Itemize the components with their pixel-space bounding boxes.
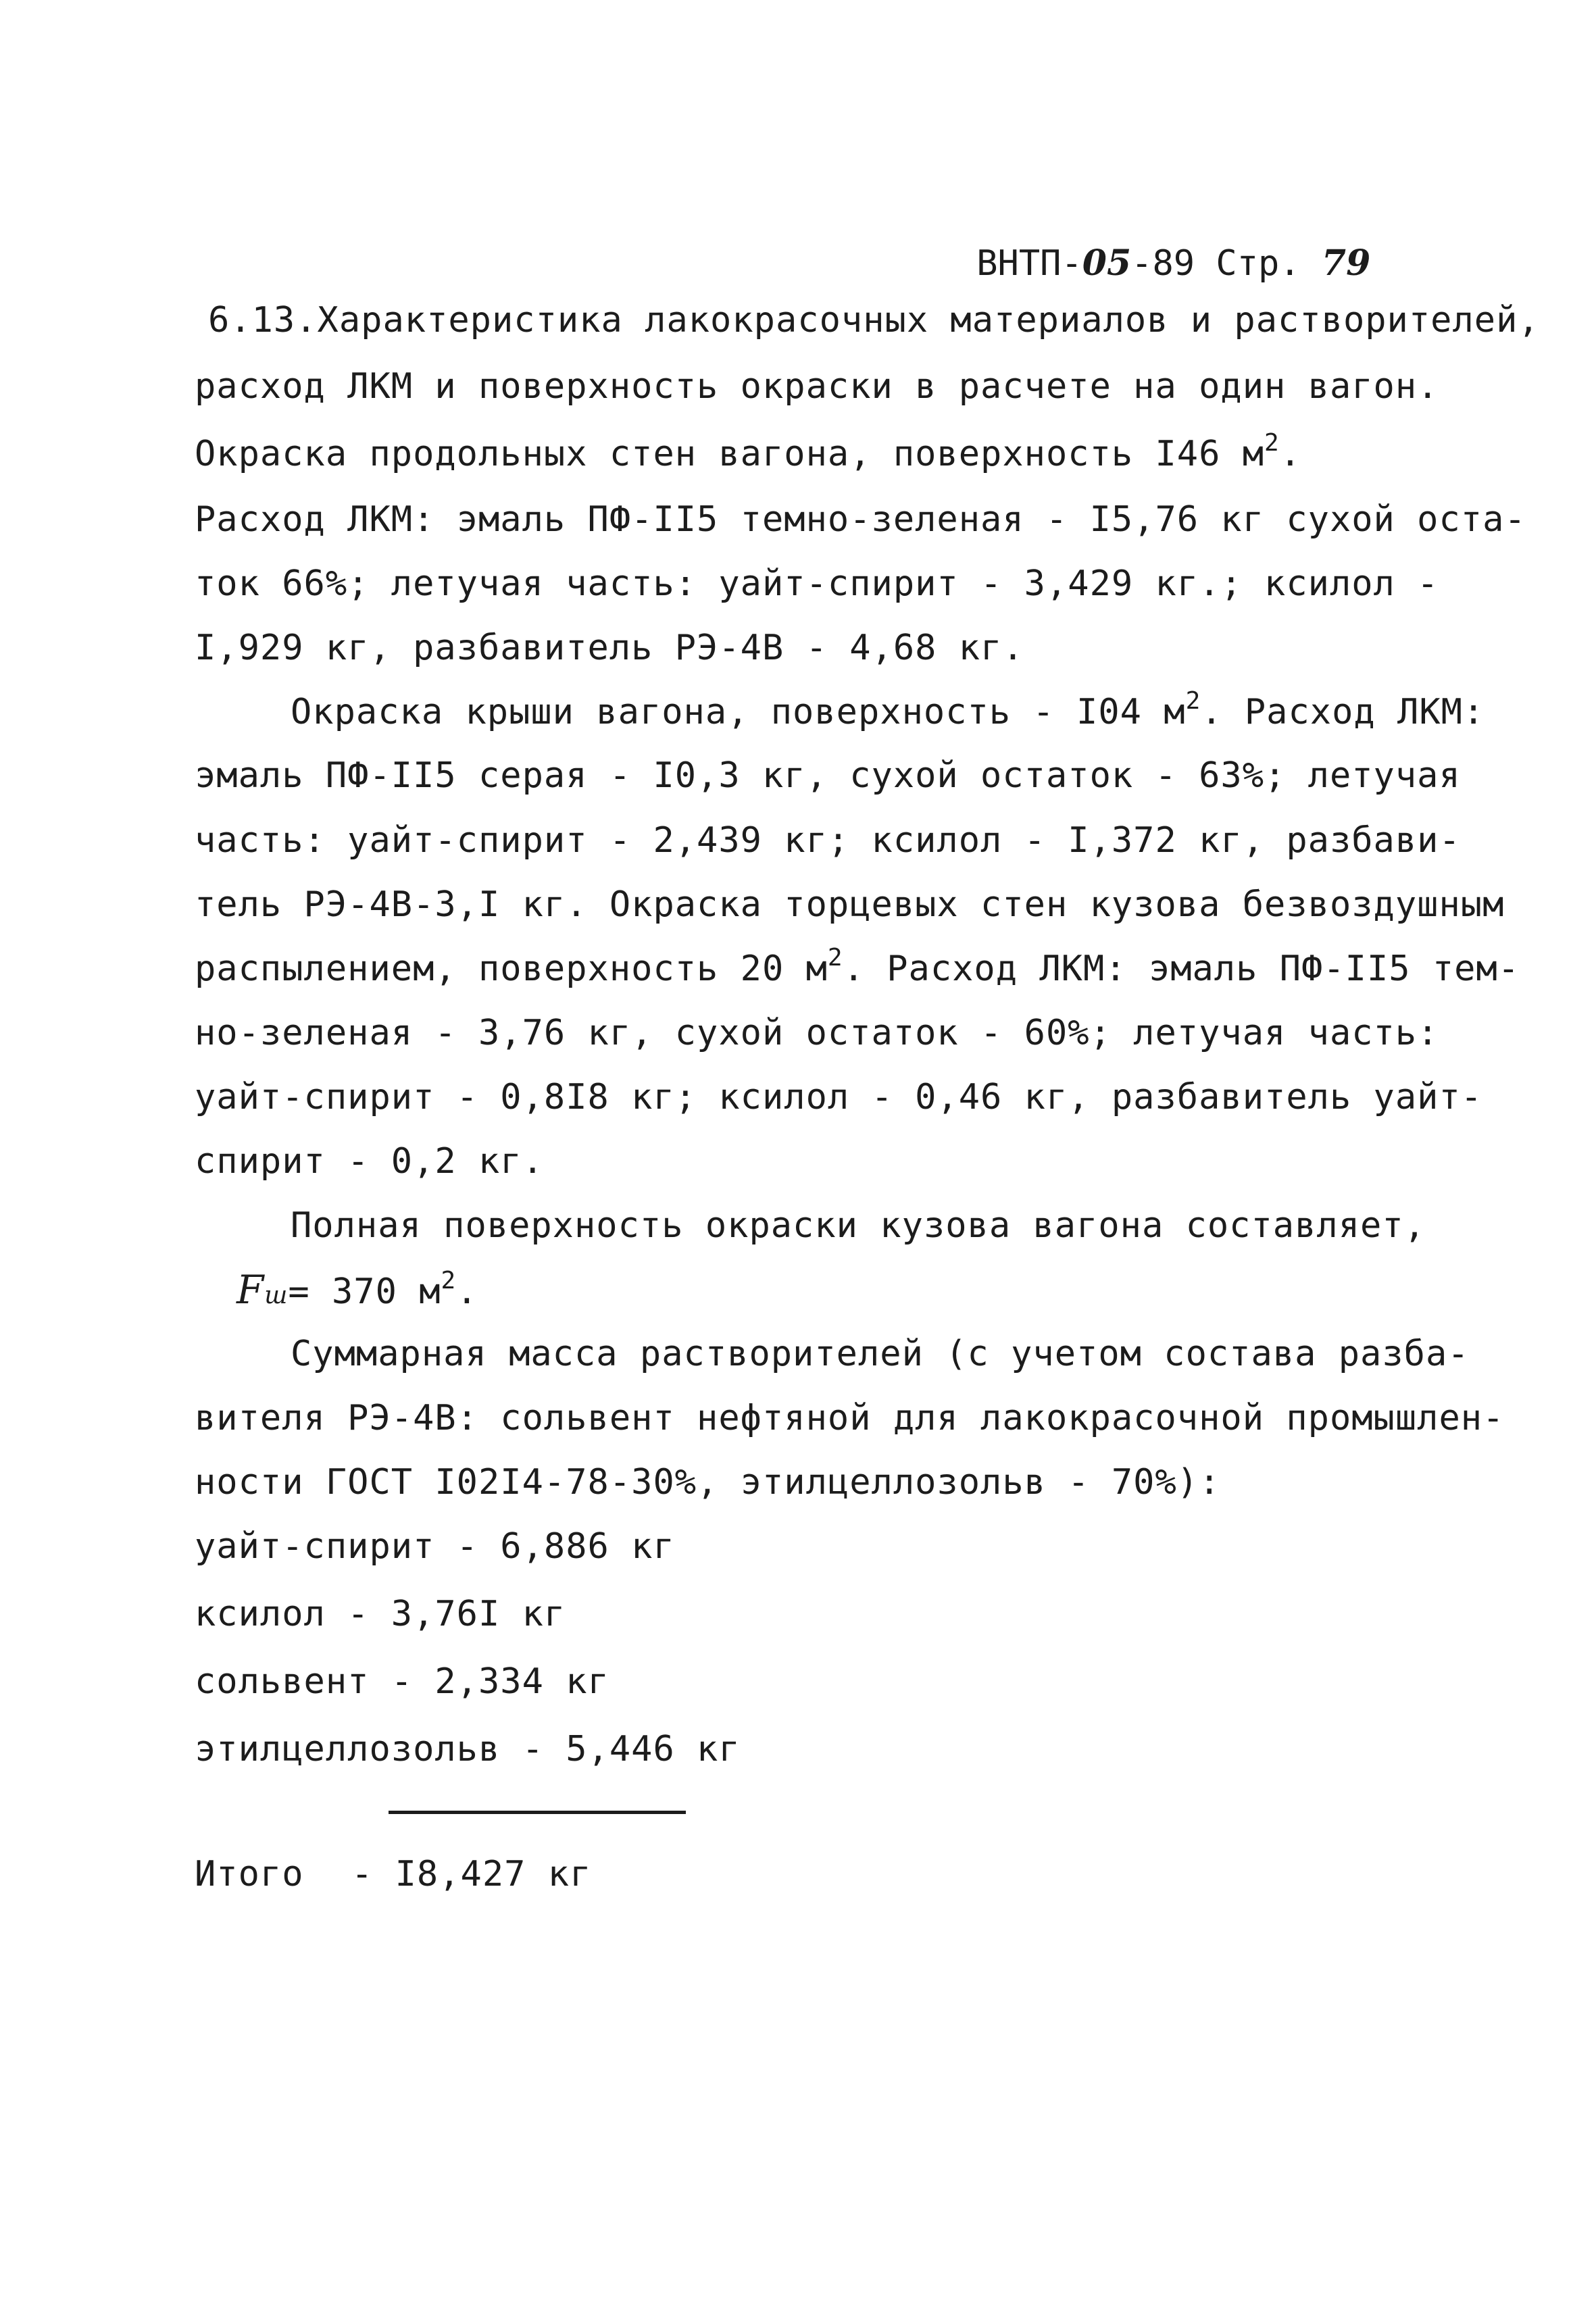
text-line-7: Окраска крыши вагона, поверхность - I04 $м^2$. Расход ЛКМ: bbox=[291, 687, 1485, 732]
text-line-3: Окраска продольных стен вагона, поверхность I46 $м^2$. bbox=[195, 429, 1302, 474]
doc-code-suffix: -89 Стр. bbox=[1131, 243, 1301, 284]
page-number: 79 bbox=[1321, 243, 1371, 284]
formula-symbol: F bbox=[236, 1267, 265, 1313]
surface-formula: Fш= 370 $м^2$. bbox=[236, 1267, 478, 1313]
sum-divider bbox=[389, 1811, 686, 1814]
solvent-item: этилцеллозольв - 5,446 кг bbox=[195, 1729, 741, 1769]
text-line-5: ток 66%; летучая часть: уайт-спирит - 3,429 кг.; ксилол - bbox=[195, 563, 1439, 604]
doc-code-prefix: ВНТП- bbox=[976, 243, 1082, 284]
text-line-10: тель РЭ-4В-3,I кг. Окраска торцевых стен кузова безвоздушным bbox=[195, 884, 1505, 925]
text-line-14: спирит - 0,2 кг. bbox=[195, 1141, 544, 1182]
text-line-6: I,929 кг, разбавитель РЭ-4В - 4,68 кг. bbox=[195, 628, 1024, 668]
text-line-9: часть: уайт-спирит - 2,439 кг; ксилол - I,372 кг, разбави- bbox=[195, 820, 1461, 861]
text-line-15: Полная поверхность окраски кузова вагона составляет, bbox=[291, 1205, 1426, 1246]
text-line-17: вителя РЭ-4В: сольвент нефтяной для лакокрасочной промышлен- bbox=[195, 1398, 1505, 1438]
text-line-1: 6.13.Характеристика лакокрасочных материалов и растворителей, bbox=[208, 300, 1540, 341]
text-line-16: Суммарная масса растворителей (с учетом состава разба- bbox=[291, 1334, 1470, 1374]
text-line-8: эмаль ПФ-II5 серая - I0,3 кг, сухой остаток - 63%; летучая bbox=[195, 755, 1461, 796]
formula-subscript: ш bbox=[264, 1282, 289, 1309]
total-label: Итого bbox=[195, 1854, 304, 1894]
text-line-12: но-зеленая - 3,76 кг, сухой остаток - 60%; летучая часть: bbox=[195, 1013, 1439, 1053]
total-value: - I8,427 кг bbox=[351, 1854, 592, 1894]
text-line-2: расход ЛКМ и поверхность окраски в расчете на один вагон. bbox=[195, 366, 1439, 407]
text-line-4: Расход ЛКМ: эмаль ПФ-II5 темно-зеленая - I5,76 кг сухой оста- bbox=[195, 499, 1526, 540]
text-line-18: ности ГОСТ I02I4-78-30%, этилцеллозольв - 70%): bbox=[195, 1462, 1221, 1503]
formula-value: 370 м bbox=[331, 1272, 441, 1312]
doc-code-number: 05 bbox=[1082, 243, 1132, 284]
solvent-item: ксилол - 3,76I кг bbox=[195, 1594, 566, 1634]
text-line-13: уайт-спирит - 0,8I8 кг; ксилол - 0,46 кг, разбавитель уайт- bbox=[195, 1077, 1483, 1117]
text-line-11: распылением, поверхность 20 $м^2$. Расход ЛКМ: эмаль ПФ-II5 тем- bbox=[195, 944, 1520, 989]
solvent-item: уайт-спирит - 6,886 кг bbox=[195, 1526, 675, 1567]
solvent-item: сольвент - 2,334 кг bbox=[195, 1661, 609, 1702]
formula-equals: = bbox=[288, 1272, 310, 1312]
